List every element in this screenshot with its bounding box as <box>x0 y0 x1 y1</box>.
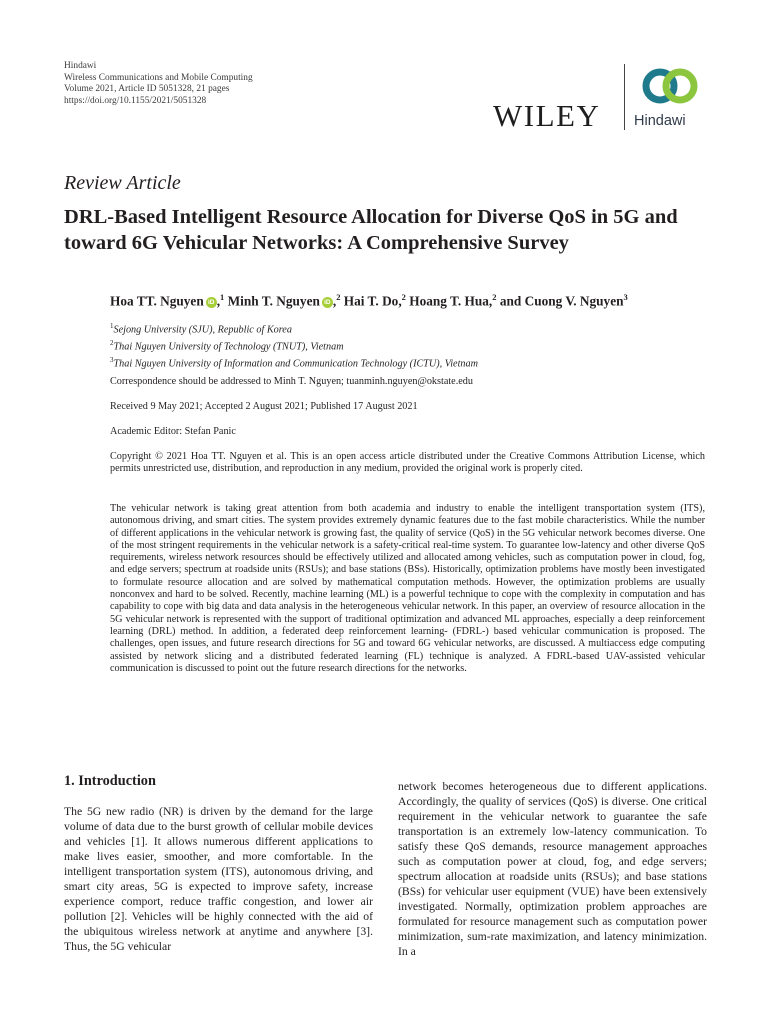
journal-name: Wireless Communications and Mobile Computing <box>64 72 253 83</box>
publisher-name: Hindawi <box>64 61 97 71</box>
orcid-icon[interactable]: iD <box>322 297 333 308</box>
body-column-left: The 5G new radio (NR) is driven by the demand for the large volume of data due to the burst growth of cellular mobile devices and vehicles [1]. It allows numerous different applications to make lives easier, smoother, and more comfortable. In the intelligent transportation system (ITS), autonomous driving, and smart city areas, 5G is expected to improve safety, increase experience comport, reduce traffic congestion, and lower air pollution [2]. Vehicles will be highly connected with the aid of the ubiquitous wireless network at anytime and anywhere [3]. Thus, the 5G vehicular <box>64 805 373 953</box>
affiliation-item <box>110 337 705 354</box>
author-name[interactable]: Minh T. Nguyen <box>227 293 320 309</box>
affiliation-text: Sejong University (SJU), Republic of Korea <box>113 324 292 336</box>
affiliation-list <box>110 320 705 370</box>
academic-editor: Academic Editor: Stefan Panic <box>110 426 236 437</box>
author-name[interactable]: Hai T. Do, <box>343 293 402 309</box>
author-list: Hoa TT. Nguyen iD ,$^1$ Minh T. Nguyen iD ,$^2$ Hai T. Do,$^2$ Hoang T. Hua,$^2$ and Cuong V. Nguyen$^3$ <box>110 292 628 309</box>
correspondence-line: Correspondence should be addressed to Minh T. Nguyen; tuanminh.nguyen@okstate.edu <box>110 376 473 387</box>
author-affiliation-number: 1 <box>220 292 225 302</box>
doi-link[interactable]: https://doi.org/10.1155/2021/5051328 <box>64 95 207 106</box>
abstract-text: The vehicular network is taking great attention from both academia and industry to enable the intelligent transportation system (ITS), autonomous driving, and smart cities. The system provides extremely dynamic features due to the fast mobile characteristics. While the number of different applications in the vehicular network is growing fast, the quality of service (QoS) in the 5G vehicular network becomes diverse. One of the most stringent requirements in the vehicular network is a safety-critical real-time system. To guarantee low-latency and other diverse QoS requirements, wireless network resources should be effectively utilized and allocated among vehicles, such as computation power in cloud, fog, and edge servers; spectrum at roadside units (RSUs); and base stations (BSs). Historically, optimization problems have mostly been investigated to formulate resource allocation and are solved by mathematical computation methods. However, the optimization problems are usually nonconvex and hard to be solved. Recently, machine learning (ML) is a powerful technique to cope with the complexity in computation and has capability to cope with big data and data analysis in the heterogeneous vehicular network. In this paper, an overview of resource allocation in the 5G vehicular network is represented with the support of traditional optimization and advanced ML approaches, especially a deep reinforcement learning (DRL) method. In addition, a federated deep reinforcement learning- (FDRL-) based vehicular communication is proposed. The challenges, open issues, and future research directions for 5G and toward 6G vehicular networks, are discussed. A multiaccess edge computing assisted by network slicing and a distributed federated learning (FL) technique is analyzed. A FDRL-based UAV-assisted vehicular communication is discussed to point out the future research directions for the networks. <box>110 503 705 674</box>
author-affiliation-number: 2 <box>401 292 406 302</box>
affiliation-number: 3 <box>110 355 114 364</box>
journal-header <box>64 61 253 107</box>
hindawi-logo-icon <box>638 66 702 106</box>
copyright-notice: Copyright © 2021 Hoa TT. Nguyen et al. This is an open access article distributed under the Creative Commons Attribution License, which permits unrestricted use, distribution, and reproduction in any medium, provided the original work is properly cited. <box>110 451 705 475</box>
article-type: Review Article <box>64 172 181 194</box>
body-column-right: network becomes heterogeneous due to different applications. Accordingly, the quality of services (QoS) is diverse. One critical requirement in the vehicular network to guarantee the safe transportation is an extremely low-latency communication. To satisfy these QoS demands, resource management approaches such as computation power at cloud, fog, and edge servers; spectrum allocation at roadside units (RSUs); and base stations (BSs) for vehicular user equipment (VUE) have been extensively investigated. Normally, optimization problem approaches are formulated for resource management such as computation power minimization, sum-rate maximization, and latency minimization. In a <box>398 780 707 958</box>
author-affiliation-number: 3 <box>623 292 628 302</box>
author-name[interactable]: Hoang T. Hua, <box>409 293 493 309</box>
author-name[interactable]: Hoa TT. Nguyen <box>110 293 204 309</box>
logo-divider <box>624 64 625 130</box>
orcid-icon[interactable]: iD <box>206 297 217 308</box>
author-affiliation-number: 2 <box>336 292 341 302</box>
affiliation-item <box>110 354 705 371</box>
section-title: 1. Introduction <box>64 773 156 789</box>
affiliation-text: Thai Nguyen University of Information and Communication Technology (ICTU), Vietnam <box>113 357 478 369</box>
article-title: DRL-Based Intelligent Resource Allocation for Diverse QoS in 5G and toward 6G Vehicular Networks: A Comprehensive Survey <box>64 206 678 254</box>
author-affiliation-number: 2 <box>492 292 497 302</box>
author-name[interactable]: Cuong V. Nguyen <box>524 293 624 309</box>
affiliation-item <box>110 320 705 337</box>
affiliation-number: 1 <box>110 322 114 330</box>
publication-dates: Received 9 May 2021; Accepted 2 August 2021; Published 17 August 2021 <box>110 401 418 412</box>
affiliation-number: 2 <box>110 338 114 347</box>
affiliation-text: Thai Nguyen University of Technology (TNUT), Vietnam <box>113 341 344 353</box>
hindawi-logo-text: Hindawi <box>634 113 686 129</box>
wiley-logo: WILEY <box>493 98 601 133</box>
volume-info: Volume 2021, Article ID 5051328, 21 pages <box>64 84 230 94</box>
